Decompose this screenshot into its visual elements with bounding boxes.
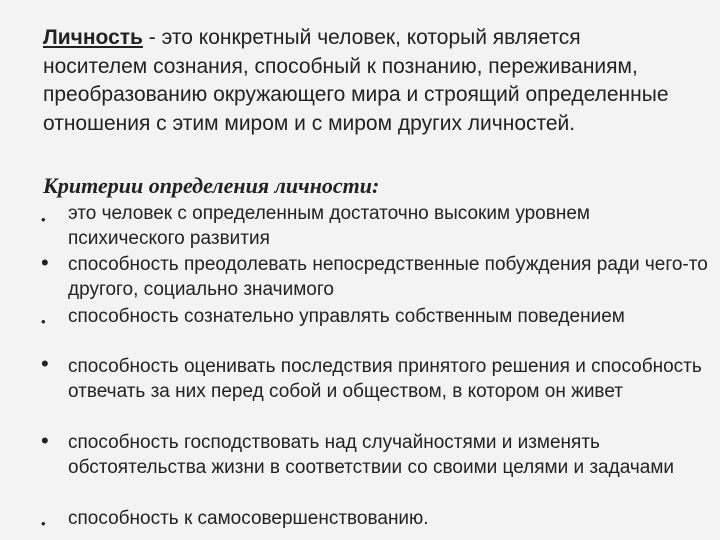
criteria-heading: Критерии определения личности: bbox=[43, 173, 380, 198]
criteria-item-text: способность господствовать над случайностями и изменять обстоятельства жизни в соответствии со своими целями и задачами bbox=[68, 432, 675, 478]
criteria-item-text: способность преодолевать непосредственные побуждения ради чего-то другого, социально значимого bbox=[68, 254, 708, 300]
bullet-icon: • bbox=[41, 250, 49, 275]
criteria-item-text: это человек с определенным достаточно высоким уровнем психического развития bbox=[68, 203, 590, 249]
definition-term: Личность bbox=[43, 26, 143, 49]
criteria-item-text: способность оценивать последствия принятого решения и способность отвечать за них перед собой и обществом, в котором он живет bbox=[68, 356, 702, 402]
bullet-icon: • bbox=[41, 314, 46, 329]
bullet-icon: • bbox=[41, 516, 46, 531]
criteria-item-text: способность сознательно управлять собственным поведением bbox=[68, 306, 625, 327]
bullet-icon: • bbox=[41, 351, 49, 376]
bullet-icon: • bbox=[41, 212, 46, 227]
bullet-icon: • bbox=[41, 428, 49, 453]
definition-text: - это конкретный человек, который является носителем сознания, способный к познанию, переживаниям, преобразованию окружающего мира и строящий определенные отношения с этим миром и с миром других личностей. bbox=[43, 26, 669, 135]
criteria-item-text: способность к самосовершенствованию. bbox=[68, 508, 429, 529]
